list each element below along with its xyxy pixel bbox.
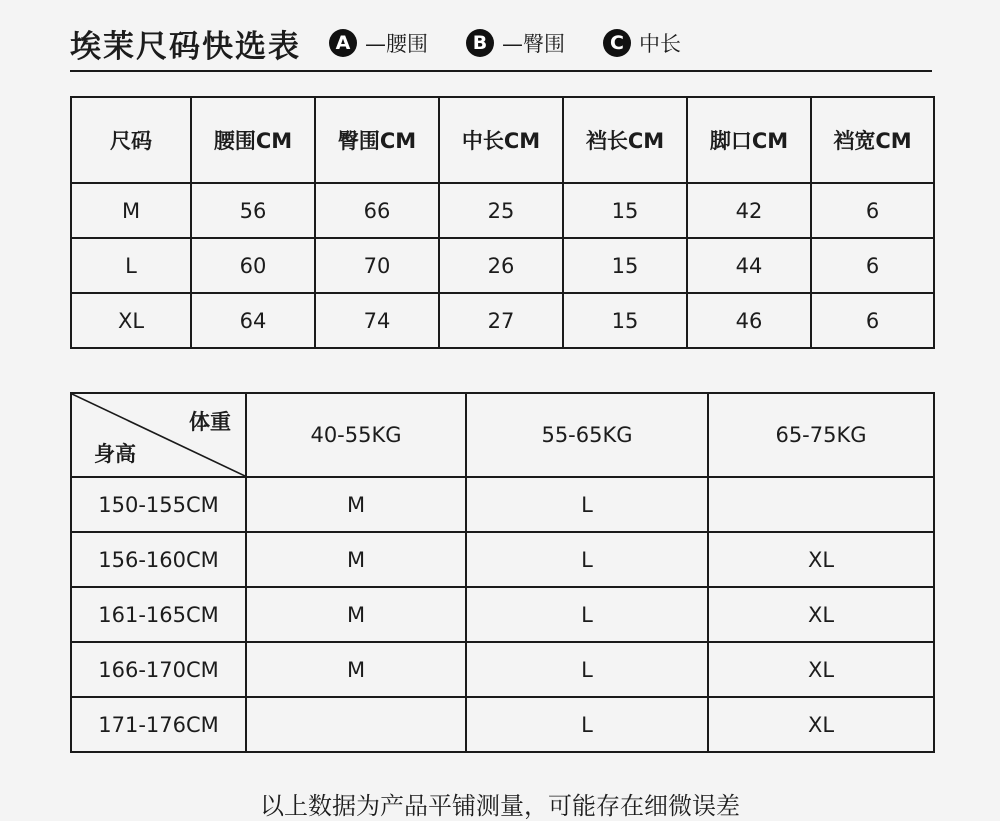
legend-item-a: [329, 28, 428, 58]
table-cell: XL: [708, 532, 934, 587]
column-header-weight-1: 40-55KG: [246, 393, 466, 477]
table-cell: 66: [315, 183, 439, 238]
table-cell: L: [466, 697, 708, 752]
table-cell: 25: [439, 183, 563, 238]
table-cell: 56: [191, 183, 315, 238]
table-cell: 44: [687, 238, 811, 293]
corner-header-cell: [71, 393, 246, 477]
height-range-cell: 166-170CM: [71, 642, 246, 697]
table-row: [71, 238, 934, 293]
fit-table-header-row: [71, 393, 934, 477]
table-cell: L: [466, 532, 708, 587]
table-cell: 15: [563, 293, 687, 348]
column-header-size: 尺码: [71, 97, 191, 183]
table-row: [71, 532, 934, 587]
legend-label-c: 中长: [639, 32, 681, 56]
table-cell: 42: [687, 183, 811, 238]
legend-badge-a: A: [329, 29, 357, 57]
page-header: [70, 18, 719, 68]
table-cell: 70: [315, 238, 439, 293]
table-cell: L: [466, 642, 708, 697]
table-cell: XL: [708, 642, 934, 697]
table-cell: 27: [439, 293, 563, 348]
table-cell: L: [466, 477, 708, 532]
table-row: [71, 477, 934, 532]
table-cell: L: [71, 238, 191, 293]
page-title: 埃茉尺码快选表: [70, 28, 301, 65]
table-row: [71, 293, 934, 348]
table-cell: M: [246, 532, 466, 587]
table-cell: 15: [563, 183, 687, 238]
column-header-weight-2: 55-65KG: [466, 393, 708, 477]
table-cell: XL: [708, 587, 934, 642]
height-range-cell: 171-176CM: [71, 697, 246, 752]
corner-height-label: 身高: [94, 442, 136, 466]
header-divider: [70, 70, 932, 72]
table-cell: 15: [563, 238, 687, 293]
corner-weight-label: 体重: [189, 410, 231, 434]
legend-item-b: [466, 28, 565, 58]
table-cell: M: [246, 642, 466, 697]
table-cell: 26: [439, 238, 563, 293]
size-table-header-row: [71, 97, 934, 183]
table-row: [71, 642, 934, 697]
column-header-hem: 脚口CM: [687, 97, 811, 183]
table-cell: 64: [191, 293, 315, 348]
fit-table: [70, 392, 935, 753]
column-header-waist: 腰围CM: [191, 97, 315, 183]
height-range-cell: 156-160CM: [71, 532, 246, 587]
table-cell: 60: [191, 238, 315, 293]
table-row: [71, 697, 934, 752]
column-header-hip: 臀围CM: [315, 97, 439, 183]
table-cell: 6: [811, 238, 934, 293]
column-header-rise: 裆长CM: [563, 97, 687, 183]
table-cell: 6: [811, 183, 934, 238]
height-range-cell: 150-155CM: [71, 477, 246, 532]
table-cell: 46: [687, 293, 811, 348]
legend-label-a: —腰围: [365, 32, 428, 56]
table-cell: XL: [708, 697, 934, 752]
table-cell: 74: [315, 293, 439, 348]
table-row: [71, 183, 934, 238]
table-cell: M: [246, 587, 466, 642]
table-cell: [708, 477, 934, 532]
table-cell: M: [71, 183, 191, 238]
column-header-length: 中长CM: [439, 97, 563, 183]
size-table: [70, 96, 935, 349]
table-row: [71, 587, 934, 642]
column-header-weight-3: 65-75KG: [708, 393, 934, 477]
column-header-crotch: 裆宽CM: [811, 97, 934, 183]
table-cell: XL: [71, 293, 191, 348]
table-cell: [246, 697, 466, 752]
legend-item-c: [603, 28, 681, 58]
table-cell: 6: [811, 293, 934, 348]
legend-badge-c: C: [603, 29, 631, 57]
legend-label-b: —臀围: [502, 32, 565, 56]
table-cell: M: [246, 477, 466, 532]
measurement-note: 以上数据为产品平铺测量，可能存在细微误差: [260, 792, 740, 820]
height-range-cell: 161-165CM: [71, 587, 246, 642]
legend-badge-b: B: [466, 29, 494, 57]
table-cell: L: [466, 587, 708, 642]
